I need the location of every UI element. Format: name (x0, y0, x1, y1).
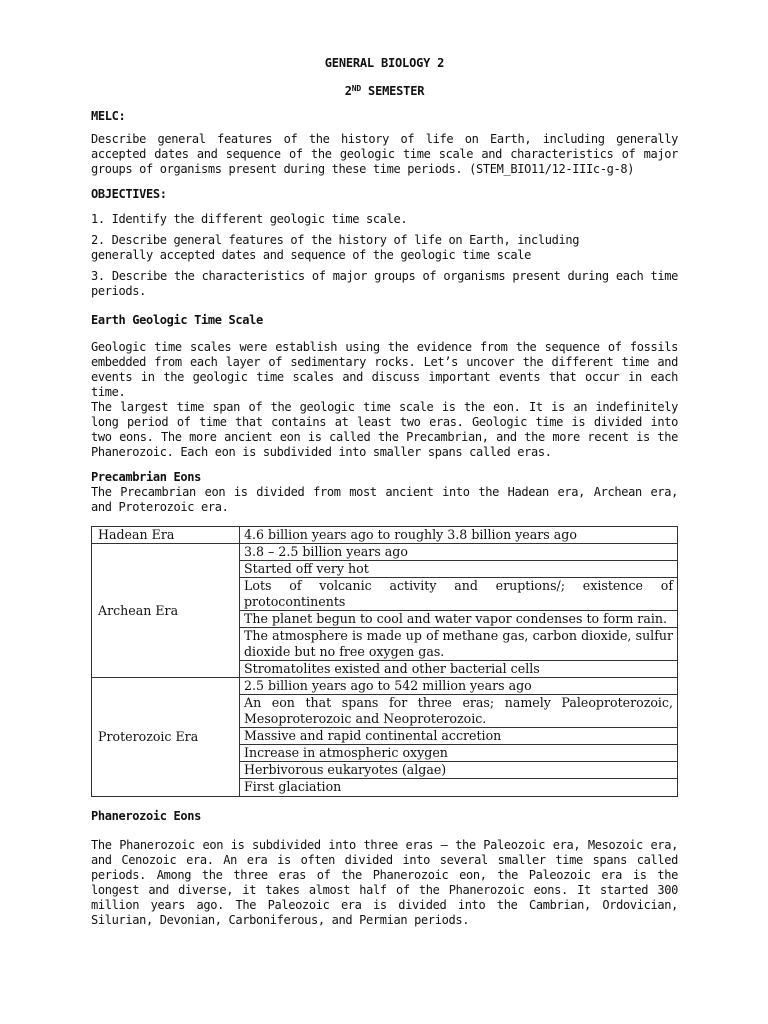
table-cell: 3.8 – 2.5 billion years ago (240, 544, 678, 561)
phanerozoic-paragraph: The Phanerozoic eon is subdivided into three eras – the Paleozoic era, Mesozoic era, and Cenozoic era. An era is often divided into several smaller time spans called periods. Among the three eras of the Phanerozoic eon, the Paleozoic era is the longest and diverse, it takes almost half of the Phanerozoic eons. It started 300 million years ago. The Paleozoic era is divided into the Cambrian, Ordovician, Silurian, Devonian, Carboniferous, and Permian periods. (91, 838, 678, 927)
earth-paragraph-2: The largest time span of the geologic time scale is the eon. It is an indefinitely long period of time that contains at least two eras. Geologic time is divided into two eons. The more ancient eon is called the Precambrian, and the more recent is the Phanerozoic. Each eon is subdivided into smaller spans called eras. (91, 400, 678, 459)
melc-heading: MELC: (91, 109, 126, 123)
earth-paragraph-1: Geologic time scales were establish using the evidence from the sequence of fossils embedded from each layer of sedimentary rocks. Let’s uncover the different time and events in the geologic time scales and discuss important events that occur in each time. (91, 340, 678, 399)
era-name-hadean: Hadean Era (92, 527, 240, 544)
table-cell: Herbivorous eukaryotes (algae) (240, 762, 678, 779)
table-cell: 4.6 billion years ago to roughly 3.8 billion years ago (240, 527, 678, 544)
section-heading-precambrian: Precambrian Eons (91, 470, 201, 484)
precambrian-paragraph: The Precambrian eon is divided from most ancient into the Hadean era, Archean era, and Proterozoic era. (91, 485, 678, 514)
table-cell: First glaciation (240, 779, 678, 797)
table-cell: Increase in atmospheric oxygen (240, 745, 678, 762)
section-heading-phanerozoic: Phanerozoic Eons (91, 809, 201, 823)
era-name-proterozoic: Proterozoic Era (92, 678, 240, 797)
objective-item: 1. Identify the different geologic time scale. (91, 212, 408, 226)
era-name-archean: Archean Era (92, 544, 240, 678)
semester-number: 2 (344, 84, 352, 98)
precambrian-era-table (91, 526, 678, 797)
semester-title (91, 81, 678, 99)
table-row (92, 527, 678, 544)
table-cell: The atmosphere is made up of methane gas, carbon dioxide, sulfur dioxide but no free oxygen gas. (240, 628, 678, 661)
table-cell: Massive and rapid continental accretion (240, 728, 678, 745)
table-row (92, 544, 678, 561)
section-heading-earth: Earth Geologic Time Scale (91, 313, 263, 327)
table-row (92, 678, 678, 695)
objective-item: 3. Describe the characteristics of major groups of organisms present during each time periods. (91, 269, 678, 298)
document-page (91, 52, 678, 928)
document-title: GENERAL BIOLOGY 2 (324, 56, 445, 70)
table-cell: Stromatolites existed and other bacterial cells (240, 661, 678, 678)
semester-text: SEMESTER (361, 84, 425, 98)
table-cell: Lots of volcanic activity and eruptions/; existence of protocontinents (240, 578, 678, 611)
table-cell: 2.5 billion years ago to 542 million years ago (240, 678, 678, 695)
objective-item: 2. Describe general features of the history of life on Earth, including generally accepted dates and sequence of the geologic time scale (91, 233, 580, 262)
melc-text: Describe general features of the history of life on Earth, including generally accepted dates and sequence of the geologic time scale and characteristics of major groups of organisms present during these time periods. (STEM_BIO11/12-IIIc-g-8) (91, 132, 678, 176)
table-cell: The planet begun to cool and water vapor condenses to form rain. (240, 611, 678, 628)
semester-suffix: ND (351, 84, 362, 93)
table-cell: An eon that spans for three eras; namely Paleoproterozoic, Mesoproterozoic and Neoproterozoic. (240, 695, 678, 728)
objectives-heading: OBJECTIVES: (91, 187, 167, 201)
table-cell: Started off very hot (240, 561, 678, 578)
